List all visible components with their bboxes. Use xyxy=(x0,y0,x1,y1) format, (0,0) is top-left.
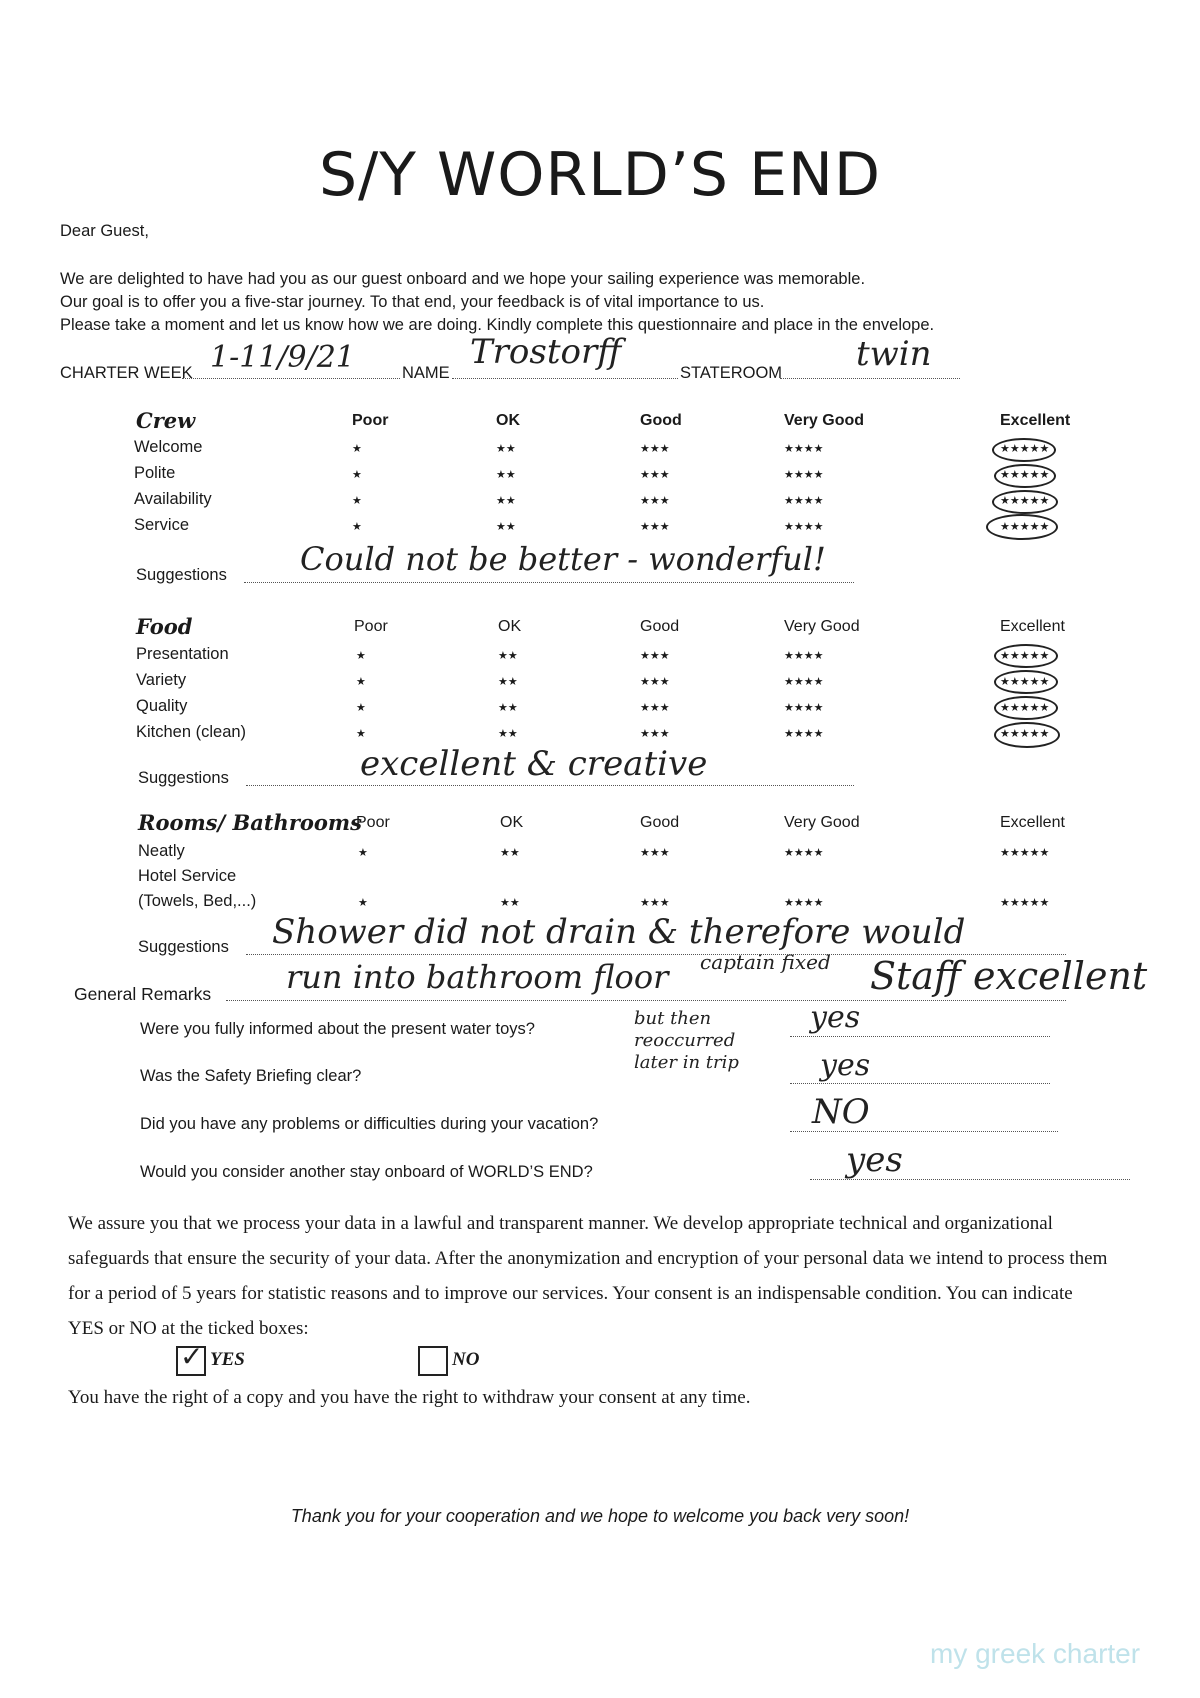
star-option[interactable]: ★★ xyxy=(498,728,518,740)
star-option-selected[interactable]: ★★★★★ xyxy=(1000,521,1050,533)
section-title-rooms: Rooms/ Bathrooms xyxy=(138,810,362,835)
selection-circle xyxy=(992,490,1058,514)
star-option[interactable]: ★★ xyxy=(496,469,516,481)
star-option[interactable]: ★★★★ xyxy=(784,495,824,507)
star-option[interactable]: ★★ xyxy=(500,897,520,909)
section-title-crew: Crew xyxy=(136,408,196,433)
question-another-stay: Would you consider another stay onboard of WORLD’S END? xyxy=(140,1163,593,1181)
star-option[interactable]: ★★★★ xyxy=(784,676,824,688)
star-option-selected[interactable]: ★★★★★ xyxy=(1000,443,1050,455)
general-remarks-value[interactable]: run into bathroom floor xyxy=(286,958,669,996)
food-col-excellent: Excellent xyxy=(1000,618,1065,635)
star-option[interactable]: ★ xyxy=(358,897,368,909)
food-item-variety: Variety xyxy=(136,671,187,689)
star-option[interactable]: ★★★★★ xyxy=(1000,897,1050,909)
crew-col-poor: Poor xyxy=(352,412,389,429)
food-item-quality: Quality xyxy=(136,697,188,715)
star-option[interactable]: ★★★★ xyxy=(784,650,824,662)
crew-item-polite: Polite xyxy=(134,464,176,482)
star-option[interactable]: ★★★★ xyxy=(784,521,824,533)
general-remarks-note-fixed[interactable]: captain fixed xyxy=(700,950,831,974)
section-title-food: Food xyxy=(136,614,193,639)
crew-suggestions-line xyxy=(244,582,854,583)
privacy-line-1: We assure you that we process your data in a lawful and transparent manner. We develop appropriate technical and organizational xyxy=(68,1213,1053,1234)
selection-circle xyxy=(994,670,1058,694)
closing-message: Thank you for your cooperation and we hope to welcome you back very soon! xyxy=(290,1506,910,1526)
rooms-suggestions-value[interactable]: Shower did not drain & therefore would xyxy=(272,912,966,952)
food-item-kitchen: Kitchen (clean) xyxy=(136,723,247,741)
star-option[interactable]: ★★ xyxy=(498,676,518,688)
star-option[interactable]: ★★★★ xyxy=(784,469,824,481)
intro-line-3: Please take a moment and let us know how we are doing. Kindly complete this questionnaire and place in the envelope. xyxy=(60,316,935,334)
crew-item-welcome: Welcome xyxy=(134,438,203,456)
star-option[interactable]: ★★★ xyxy=(640,650,670,662)
star-option[interactable]: ★★★ xyxy=(640,728,670,740)
privacy-rights: You have the right of a copy and you have the right to withdraw your consent at any time. xyxy=(68,1387,751,1408)
stateroom-line xyxy=(780,378,960,379)
crew-col-good: Good xyxy=(640,412,682,429)
answer-line xyxy=(790,1036,1050,1037)
stateroom-label: STATEROOM xyxy=(680,364,783,382)
food-item-presentation: Presentation xyxy=(136,645,229,663)
general-remarks-staff[interactable]: Staff excellent xyxy=(870,954,1148,998)
rooms-item-hotel-service: Hotel Service xyxy=(138,867,237,885)
selection-circle xyxy=(994,464,1056,488)
crew-suggestions-value[interactable]: Could not be better - wonderful! xyxy=(300,540,826,578)
food-col-very-good: Very Good xyxy=(784,618,860,635)
rooms-item-towels: (Towels, Bed,...) xyxy=(138,892,257,910)
star-option[interactable]: ★★★ xyxy=(640,897,670,909)
food-col-poor: Poor xyxy=(354,618,388,635)
food-col-good: Good xyxy=(640,618,680,635)
food-suggestions-line xyxy=(246,785,854,786)
rooms-col-ok: OK xyxy=(500,814,524,831)
crew-item-availability: Availability xyxy=(134,490,212,508)
privacy-line-4: YES or NO at the ticked boxes: xyxy=(68,1318,309,1339)
general-remarks-line xyxy=(226,1000,1066,1001)
question-water-toys: Were you fully informed about the present water toys? xyxy=(140,1020,535,1038)
intro-line-2: Our goal is to offer you a five-star journey. To that end, your feedback is of vital importance to us. xyxy=(60,293,765,311)
consent-no-checkbox[interactable] xyxy=(418,1346,448,1376)
star-option-selected[interactable]: ★★★★★ xyxy=(1000,650,1050,662)
rooms-col-excellent: Excellent xyxy=(1000,814,1065,831)
consent-yes-label: YES xyxy=(210,1349,245,1370)
star-option[interactable]: ★★★★ xyxy=(784,897,824,909)
rooms-col-good: Good xyxy=(640,814,680,831)
answer-line xyxy=(790,1083,1050,1084)
question-safety-briefing: Was the Safety Briefing clear? xyxy=(140,1067,362,1085)
star-option[interactable]: ★★★ xyxy=(640,469,670,481)
star-option[interactable]: ★★ xyxy=(496,443,516,455)
star-option[interactable]: ★ xyxy=(356,702,366,714)
name-label: NAME xyxy=(402,364,450,382)
star-option[interactable]: ★★★ xyxy=(640,521,670,533)
charter-week-label: CHARTER WEEK xyxy=(60,364,193,382)
answer-problems[interactable]: NO xyxy=(812,1092,870,1132)
privacy-line-3: for a period of 5 years for statistic reasons and to improve our services. Your consent is an indispensable condition. You can indicate xyxy=(68,1283,1073,1304)
rooms-col-very-good: Very Good xyxy=(784,814,860,831)
general-remarks-note-reoccurred[interactable]: but then reoccurred later in trip xyxy=(634,1008,739,1073)
star-option[interactable]: ★ xyxy=(356,728,366,740)
crew-col-very-good: Very Good xyxy=(784,412,865,429)
star-option[interactable]: ★ xyxy=(356,650,366,662)
name-value[interactable]: Trostorff xyxy=(470,332,622,372)
food-suggestions-label: Suggestions xyxy=(138,769,229,787)
star-option[interactable]: ★★★★ xyxy=(784,847,824,859)
star-option[interactable]: ★ xyxy=(352,443,362,455)
rooms-suggestions-label: Suggestions xyxy=(138,938,229,956)
page-title: S/Y WORLD’S END xyxy=(318,140,882,210)
selection-circle xyxy=(994,696,1058,720)
answer-water-toys[interactable]: yes xyxy=(810,1000,861,1035)
star-option[interactable]: ★ xyxy=(352,495,362,507)
star-option[interactable]: ★★★ xyxy=(640,702,670,714)
watermark-logo: my greek charter xyxy=(930,1638,1141,1669)
stateroom-value[interactable]: twin xyxy=(856,334,932,374)
star-option[interactable]: ★★★ xyxy=(640,443,670,455)
star-option[interactable]: ★★★★ xyxy=(784,728,824,740)
selection-circle xyxy=(994,722,1060,748)
selection-circle xyxy=(992,438,1056,462)
answer-safety-briefing[interactable]: yes xyxy=(820,1048,871,1083)
star-option-selected[interactable]: ★★★★★ xyxy=(1000,495,1050,507)
star-option[interactable]: ★ xyxy=(352,521,362,533)
charter-week-value[interactable]: 1-11/9/21 xyxy=(210,340,355,375)
star-option[interactable]: ★★★ xyxy=(640,847,670,859)
crew-item-service: Service xyxy=(134,516,190,534)
star-option[interactable]: ★ xyxy=(358,847,368,859)
star-option[interactable]: ★★ xyxy=(496,495,516,507)
star-option[interactable]: ★★ xyxy=(496,521,516,533)
star-option[interactable]: ★ xyxy=(356,676,366,688)
star-option-selected[interactable]: ★★★★★ xyxy=(1000,676,1050,688)
consent-yes-checkbox[interactable] xyxy=(176,1340,206,1376)
star-option[interactable]: ★ xyxy=(352,469,362,481)
privacy-line-2: safeguards that ensure the security of your data. After the anonymization and encryption of your personal data we intend to process them xyxy=(68,1248,1108,1269)
rooms-col-poor: Poor xyxy=(356,814,390,831)
intro-line-1: We are delighted to have had you as our guest onboard and we hope your sailing experience was memorable. xyxy=(60,270,866,288)
greeting: Dear Guest, xyxy=(60,222,149,240)
rooms-item-neatly: Neatly xyxy=(138,842,185,860)
question-problems: Did you have any problems or difficulties during your vacation? xyxy=(140,1115,599,1133)
star-option-selected[interactable]: ★★★★★ xyxy=(1000,469,1050,481)
name-line xyxy=(452,378,678,379)
star-option[interactable]: ★★ xyxy=(498,702,518,714)
star-option[interactable]: ★★★ xyxy=(640,495,670,507)
star-option[interactable]: ★★ xyxy=(498,650,518,662)
crew-col-ok: OK xyxy=(496,412,520,429)
star-option[interactable]: ★★ xyxy=(500,847,520,859)
answer-another-stay[interactable]: yes xyxy=(846,1140,903,1180)
crew-suggestions-label: Suggestions xyxy=(136,566,227,584)
selection-circle xyxy=(986,514,1058,540)
star-option-selected[interactable]: ★★★★★ xyxy=(1000,702,1050,714)
star-option[interactable]: ★★★ xyxy=(640,676,670,688)
food-col-ok: OK xyxy=(498,618,522,635)
star-option-selected[interactable]: ★★★★★ xyxy=(1000,728,1050,740)
selection-circle xyxy=(994,644,1058,668)
crew-col-excellent: Excellent xyxy=(1000,412,1071,429)
general-remarks-label: General Remarks xyxy=(74,984,212,1004)
check-mark-icon: ✓ xyxy=(180,1340,204,1373)
food-suggestions-value[interactable]: excellent & creative xyxy=(360,744,708,784)
charter-week-line xyxy=(182,378,400,379)
consent-no-label: NO xyxy=(452,1349,480,1370)
star-option[interactable]: ★★★★★ xyxy=(1000,847,1050,859)
star-option[interactable]: ★★★★ xyxy=(784,702,824,714)
star-option[interactable]: ★★★★ xyxy=(784,443,824,455)
